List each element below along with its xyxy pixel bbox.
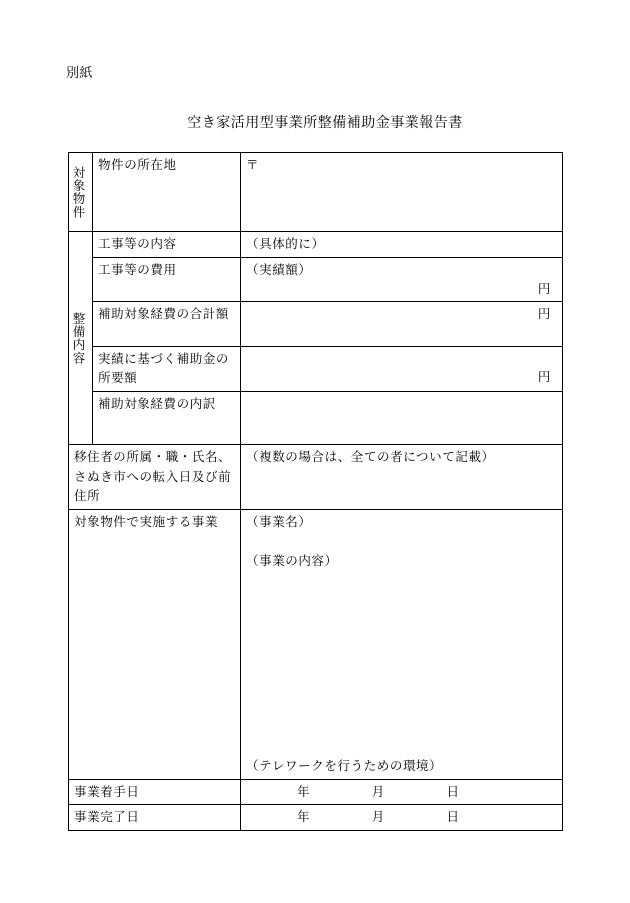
row-value-total-expenses[interactable] xyxy=(241,302,563,347)
row-value-required-subsidy[interactable] xyxy=(241,347,563,392)
row-value-construction-cost[interactable] xyxy=(241,257,563,302)
table-row xyxy=(69,445,563,510)
row-label-total-expenses: 補助対象経費の合計額 xyxy=(93,302,241,347)
start-date-year: 年 xyxy=(297,784,310,799)
row-value-migrant-info[interactable]: （複数の場合は、全ての者について記載） xyxy=(241,445,563,510)
row-label-construction-cost: 工事等の費用 xyxy=(93,257,241,302)
table-row xyxy=(69,805,563,831)
section-label-maintenance-content: 整備内容 xyxy=(69,232,93,445)
row-label-property-location: 物件の所在地 xyxy=(93,153,241,232)
business-content-placeholder: （事業の内容） xyxy=(246,554,338,569)
corner-label: 別紙 xyxy=(66,65,94,80)
table-row xyxy=(69,302,563,347)
row-label-expense-breakdown: 補助対象経費の内訳 xyxy=(93,392,241,445)
completion-date-month: 月 xyxy=(371,810,385,825)
start-date-day: 日 xyxy=(446,784,460,799)
required-subsidy-unit: 円 xyxy=(537,370,551,385)
row-value-business[interactable] xyxy=(241,510,563,779)
telework-environment-placeholder: （テレワークを行うための環境） xyxy=(246,758,443,773)
construction-cost-unit: 円 xyxy=(537,281,551,296)
table-row xyxy=(69,392,563,445)
table-row xyxy=(69,153,563,232)
completion-date-year: 年 xyxy=(297,810,310,825)
row-label-migrant-info: 移住者の所属・職・氏名、さぬき市への転入日及び前住所 xyxy=(69,445,241,510)
row-label-start-date: 事業着手日 xyxy=(69,779,241,805)
table-row xyxy=(69,779,563,805)
table-row xyxy=(69,232,563,258)
row-value-expense-breakdown[interactable] xyxy=(241,392,563,445)
report-form-table xyxy=(68,152,563,831)
page-title: 空き家活用型事業所整備補助金事業報告書 xyxy=(187,116,463,131)
row-label-required-subsidy: 実績に基づく補助金の所要額 xyxy=(93,347,241,392)
table-row xyxy=(69,510,563,779)
row-label-construction-content: 工事等の内容 xyxy=(93,232,241,258)
table-row xyxy=(69,257,563,302)
row-value-completion-date[interactable] xyxy=(241,805,563,831)
business-name-placeholder: （事業名） xyxy=(246,515,312,530)
row-value-property-location[interactable]: 〒 xyxy=(241,153,563,232)
construction-cost-text: （実績額） xyxy=(246,262,312,277)
row-value-start-date[interactable] xyxy=(241,779,563,805)
total-expenses-unit: 円 xyxy=(537,307,551,322)
start-date-month: 月 xyxy=(371,784,385,799)
completion-date-day: 日 xyxy=(446,810,460,825)
section-label-target-property: 対象物件 xyxy=(69,153,93,232)
row-label-completion-date: 事業完了日 xyxy=(69,805,241,831)
row-value-construction-content[interactable]: （具体的に） xyxy=(241,232,563,258)
row-label-business: 対象物件で実施する事業 xyxy=(69,510,241,779)
table-row xyxy=(69,347,563,392)
